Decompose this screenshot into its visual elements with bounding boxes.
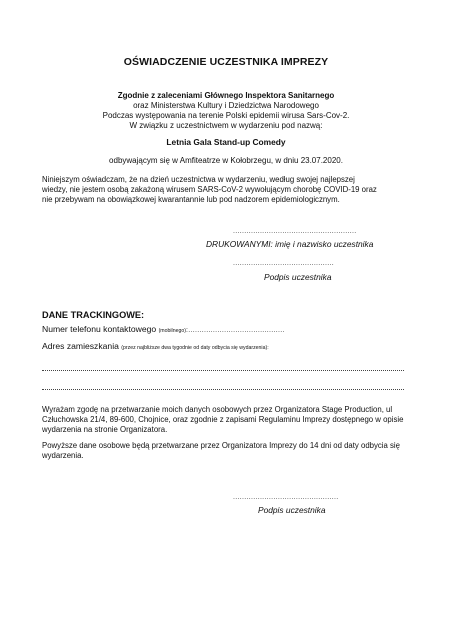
declaration-line-3: nie przebywam na obowiązkowej kwarantannie lub pod nadzorem epidemiologicznym. <box>42 195 340 204</box>
name-dots: ....................................................... <box>233 228 357 235</box>
header-line-1: Zgodnie z zaleceniami Głównego Inspektora Sanitarnego <box>117 91 335 100</box>
consent-line-2: Człuchowska 21/4, 89-600, Chojnice, oraz zgodnie z zapisami Regulaminu Imprezy dostępnego w opisie <box>42 415 404 424</box>
consent-line-1: Wyrażam zgodę na przetwarzanie moich danych osobowych przez Organizatora Stage Production, ul <box>42 405 393 414</box>
address-hint: (przez najbliższe dwa tygodnie od daty odbycia się wydarzenia): <box>121 345 269 351</box>
event-details: odbywającym się w Amfiteatrze w Kołobrzegu, w dniu 23.07.2020. <box>109 156 343 165</box>
header-line-3: Podczas występowania na terenie Polski epidemii wirusa Sars-Cov-2. <box>102 111 350 120</box>
phone-hint: (mobilnego) <box>158 328 186 334</box>
signature-caption: Podpis uczestnika <box>264 272 332 282</box>
retention-line-2: wydarzenia. <box>42 451 84 460</box>
address-row <box>42 341 269 351</box>
name-caption: DRUKOWANYMI: imię i nazwisko uczestnika <box>206 239 374 249</box>
phone-dots: :........................................... <box>185 327 285 334</box>
retention-line-1: Powyższe dane osobowe będą przetwarzane przez Organizatora Imprezy do 14 dni od daty odbycia się <box>42 441 400 450</box>
final-signature-caption: Podpis uczestnika <box>258 505 326 515</box>
header-line-2: oraz Ministerstwa Kultury i Dziedzictwa Narodowego <box>133 101 319 110</box>
declaration-line-1: Niniejszym oświadczam, że na dzień uczestnictwa w wydarzeniu, według swojej najlepszej <box>42 175 355 184</box>
tracking-heading: DANE TRACKINGOWE: <box>42 310 145 320</box>
phone-row <box>42 324 285 334</box>
address-line-1[interactable] <box>42 370 404 371</box>
signature-dots: ............................................. <box>233 260 335 267</box>
address-line-2[interactable] <box>42 389 404 390</box>
phone-label: Numer telefonu kontaktowego <box>42 324 157 334</box>
declaration-line-2: wiedzy, nie jestem osobą zakażoną wirusem SARS-CoV-2 wywołującym chorobę COVID-19 oraz <box>42 185 377 194</box>
consent-line-3: wydarzenia na stronie Organizatora. <box>42 425 168 434</box>
header-line-4: W związku z uczestnictwem w wydarzeniu pod nazwą: <box>129 121 323 130</box>
final-signature-dots: ............................................... <box>233 494 339 501</box>
event-name: Letnia Gala Stand-up Comedy <box>166 137 286 147</box>
document-title: OŚWIADCZENIE UCZESTNIKA IMPREZY <box>123 56 329 68</box>
address-label: Adres zamieszkania <box>42 341 119 351</box>
